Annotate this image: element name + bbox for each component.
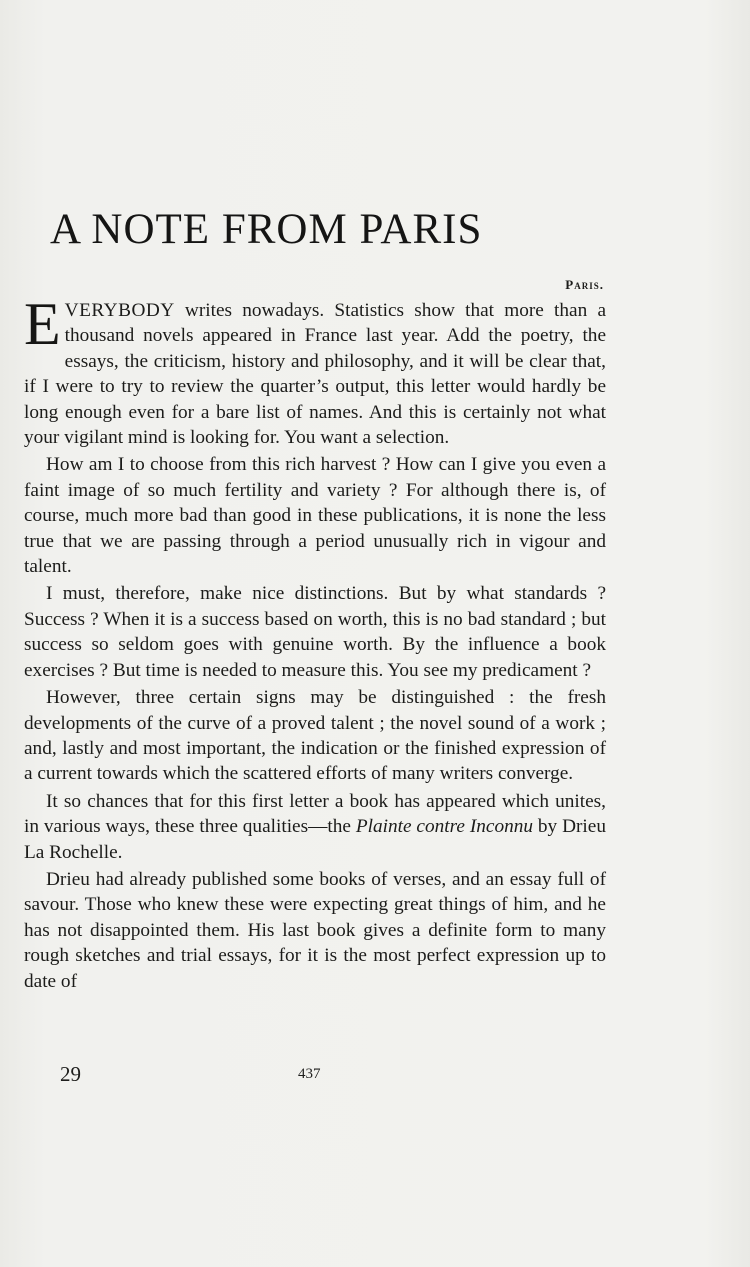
- paragraph-3: I must, therefore, make nice distinctions. But by what standards ? Success ? When it is a success based on worth, this is no bad standard ; but success so seldom goes with genuine worth. By the influence a book exercises ? But time is needed to measure this. You see my predicament ?: [24, 583, 606, 681]
- paragraph-1-text: writes nowadays. Statistics show that more than a thousand novels appeared in France last year. Add the poetry, the essays, the criticism, history and philosophy, and it will be clear that, if I were to try to review the quarter’s output, this letter would hardly be long enough even for a bare list of names. And this is certainly not what your vigilant mind is looking for. You want a selection.: [24, 300, 606, 449]
- page-number: 437: [298, 1066, 321, 1082]
- drop-cap: E: [24, 291, 61, 357]
- paragraph-6: Drieu had already published some books of verses, and an essay full of savour. Those who knew these were expecting great things of him, and he has not disappointed them. His last book gives a definite form to many rough sketches and trial essays, for it is the most perfect expression up to date of: [24, 868, 606, 992]
- paragraph-5-text-b: by Drieu La Rochelle.: [24, 816, 606, 863]
- dateline: Paris.: [565, 277, 604, 292]
- paragraph-2: How am I to choose from this rich harvest ? How can I give you even a faint image of so much fertility and variety ? For although there is, of course, much more bad than good in these publications, it is none the less true that we are passing through a period unusually rich in vigour and talent.: [24, 454, 606, 578]
- paragraph-5-text-a: It so chances that for this first letter a book has appeared which unites, in various ways, these three qualities—the: [24, 790, 606, 838]
- paragraph-5: [24, 789, 606, 865]
- paragraph-4: However, three certain signs may be distinguished : the fresh developments of the curve of a proved talent ; the novel sound of a work ; and, lastly and most important, the indication or the finished expression of a current towards which the scattered efforts of many writers converge.: [24, 687, 606, 785]
- book-title: Plainte contre Inconnu: [355, 816, 534, 838]
- signature-mark: 29: [60, 1062, 81, 1086]
- paragraph-1: [24, 291, 606, 450]
- opening-word: VERYBODY: [64, 300, 175, 321]
- page-title: A NOTE FROM PARIS: [50, 206, 483, 253]
- article-body: [24, 291, 606, 996]
